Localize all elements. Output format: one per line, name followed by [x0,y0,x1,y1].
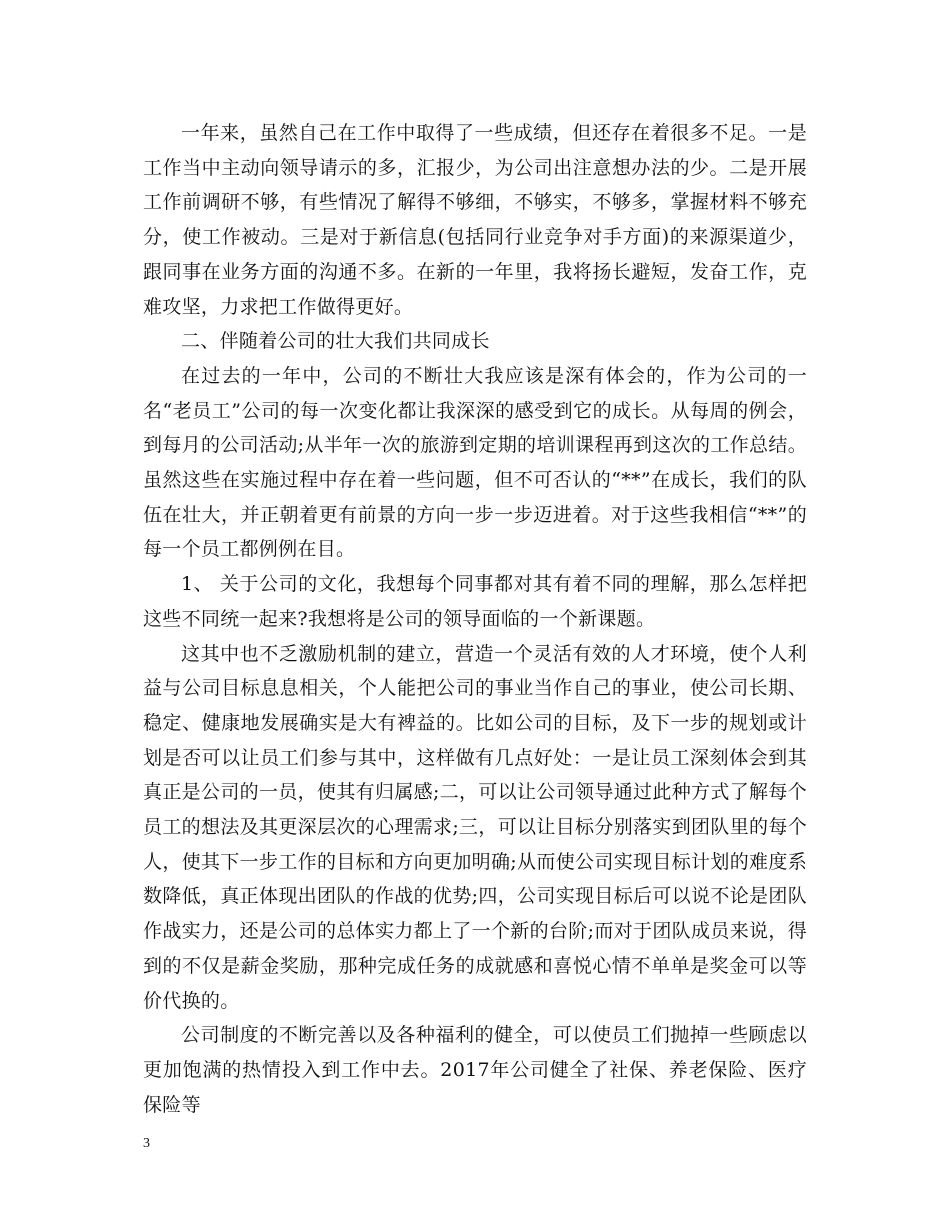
paragraph-company-culture: 1、 关于公司的文化，我想每个同事都对其有着不同的理解，那么怎样把这些不同统一起来?我想将是公司的领导面临的一个新课题。 [143,573,807,630]
document-body [143,116,807,1122]
paragraph-incentive-mechanism: 这其中也不乏激励机制的建立，营造一个灵活有效的人才环境，使个人利益与公司目标息息相关，个人能把公司的事业当作自己的事业，使公司长期、稳定、健康地发展确实是大有裨益的。比如公司的目标，及下一步的规划或计划是否可以让员工们参与其中，这样做有几点好处：一是让员工深刻体会到其真正是公司的一员，使其有归属感;二，可以让公司领导通过此种方式了解每个员工的想法及其更深层次的心理需求;三，可以让目标分别落实到团队里的每个人，使其下一步工作的目标和方向更加明确;从而使公司实现目标计划的难度系数降低，真正体现出团队的作战的优势;四，公司实现目标后可以说不论是团队作战实力，还是公司的总体实力都上了一个新的台阶;而对于团队成员来说，得到的不仅是薪金奖励，那种完成任务的成就感和喜悦心情不单单是奖金可以等价代换的。 [143,642,807,1012]
paragraph-shortcomings: 一年来，虽然自己在工作中取得了一些成绩，但还存在着很多不足。一是工作当中主动向领导请示的多，汇报少，为公司出注意想办法的少。二是开展工作前调研不够，有些情况了解得不够细，不够实，不够多，掌握材料不够充分，使工作被动。三是对于新信息(包括同行业竞争对手方面)的来源渠道少，跟同事在业务方面的沟通不多。在新的一年里，我将扬长避短，发奋工作，克难攻坚，力求把工作做得更好。 [143,122,807,318]
section-heading-growth: 二、伴随着公司的壮大我们共同成长 [181,330,490,353]
page-number: 3 [143,1136,150,1151]
paragraph-company-welfare: 公司制度的不断完善以及各种福利的健全，可以使员工们抛掉一些顾虑以更加饱满的热情投入到工作中去。2017年公司健全了社保、养老保险、医疗保险等 [143,1024,807,1116]
paragraph-company-growth: 在过去的一年中，公司的不断壮大我应该是深有体会的，作为公司的一名“老员工”公司的每一次变化都让我深深的感受到它的成长。从每周的例会，到每月的公司活动;从半年一次的旅游到定期的培训课程再到这次的工作总结。虽然这些在实施过程中存在着一些问题，但不可否认的“**”在成长，我们的队伍在壮大，并正朝着更有前景的方向一步一步迈进着。对于这些我相信“**”的每一个员工都例例在目。 [143,364,807,561]
